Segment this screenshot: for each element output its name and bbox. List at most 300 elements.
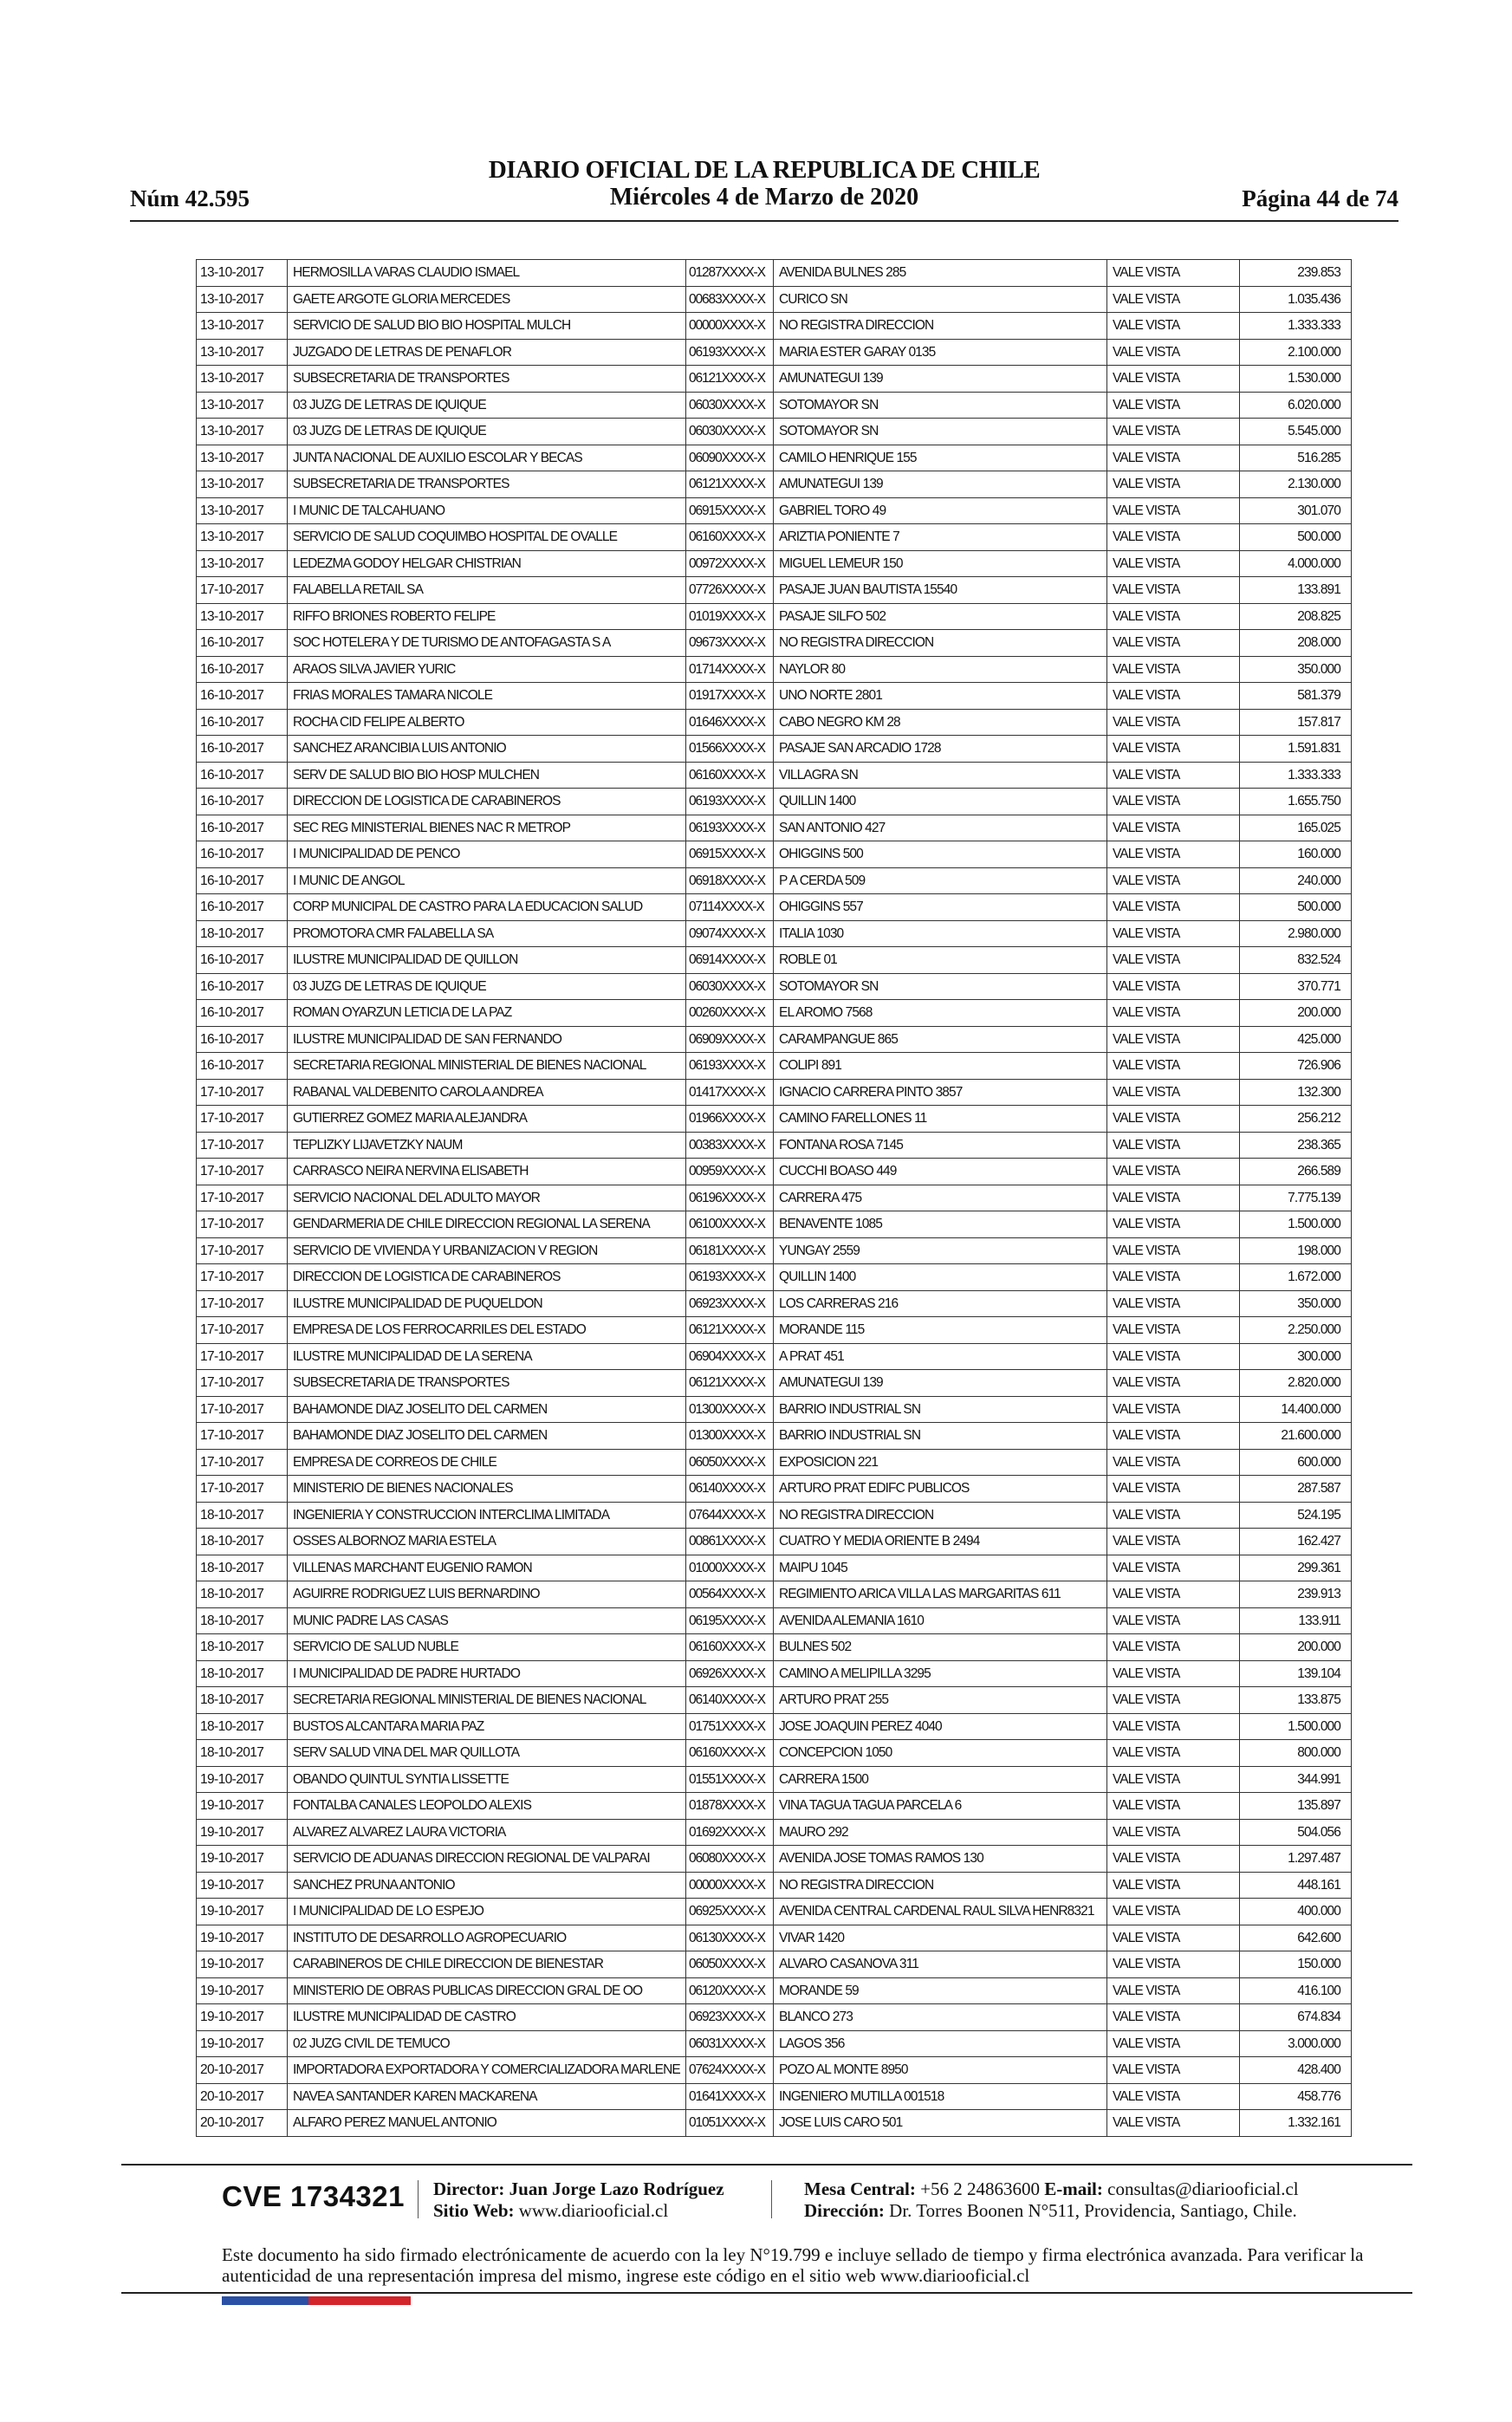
cell-name: SUBSECRETARIA DE TRANSPORTES <box>288 1370 686 1397</box>
table-row <box>197 1819 1352 1846</box>
cell-name: GUTIERREZ GOMEZ MARIA ALEJANDRA <box>288 1106 686 1133</box>
table-row <box>197 1132 1352 1159</box>
cell-payment-type: VALE VISTA <box>1107 1502 1240 1529</box>
cell-amount: 425.000 <box>1240 1026 1352 1053</box>
cell-date: 17-10-2017 <box>197 1396 288 1423</box>
table-row <box>197 2030 1352 2057</box>
cell-rut: 01000XXXX-X <box>686 1555 774 1581</box>
cell-rut: 06915XXXX-X <box>686 497 774 524</box>
cell-address: ARTURO PRAT 255 <box>774 1687 1107 1714</box>
cell-date: 19-10-2017 <box>197 2030 288 2057</box>
table-row <box>197 762 1352 789</box>
cell-address: CABO NEGRO KM 28 <box>774 709 1107 736</box>
cell-rut: 06160XXXX-X <box>686 762 774 789</box>
cell-rut: 06918XXXX-X <box>686 867 774 894</box>
cell-rut: 01646XXXX-X <box>686 709 774 736</box>
cell-rut: 01714XXXX-X <box>686 656 774 683</box>
cell-amount: 133.911 <box>1240 1607 1352 1634</box>
cell-date: 19-10-2017 <box>197 1819 288 1846</box>
cell-amount: 2.250.000 <box>1240 1317 1352 1344</box>
cell-amount: 344.991 <box>1240 1766 1352 1793</box>
cell-payment-type: VALE VISTA <box>1107 1000 1240 1027</box>
cell-amount: 301.070 <box>1240 497 1352 524</box>
cell-payment-type: VALE VISTA <box>1107 736 1240 763</box>
cell-date: 13-10-2017 <box>197 366 288 393</box>
table-row <box>197 1899 1352 1925</box>
address-value: Dr. Torres Boonen N°511, Providencia, Santiago, Chile. <box>889 2200 1297 2221</box>
table-row <box>197 366 1352 393</box>
cell-date: 18-10-2017 <box>197 1740 288 1767</box>
cell-address: MORANDE 115 <box>774 1317 1107 1344</box>
cell-name: GENDARMERIA DE CHILE DIRECCION REGIONAL LA SERENA <box>288 1211 686 1238</box>
cell-payment-type: VALE VISTA <box>1107 1899 1240 1925</box>
cell-date: 13-10-2017 <box>197 497 288 524</box>
cell-name: SERVICIO DE ADUANAS DIRECCION REGIONAL DE VALPARAI <box>288 1846 686 1873</box>
table-row <box>197 973 1352 1000</box>
cell-name: OSSES ALBORNOZ MARIA ESTELA <box>288 1529 686 1555</box>
table-row <box>197 497 1352 524</box>
cell-rut: 00861XXXX-X <box>686 1529 774 1555</box>
cell-amount: 350.000 <box>1240 656 1352 683</box>
cell-date: 16-10-2017 <box>197 867 288 894</box>
cell-rut: 06050XXXX-X <box>686 1449 774 1476</box>
cell-rut: 06160XXXX-X <box>686 524 774 551</box>
cell-date: 16-10-2017 <box>197 736 288 763</box>
table-row <box>197 1317 1352 1344</box>
cell-date: 17-10-2017 <box>197 1449 288 1476</box>
cell-amount: 350.000 <box>1240 1290 1352 1317</box>
cell-payment-type: VALE VISTA <box>1107 1872 1240 1899</box>
cell-rut: 06121XXXX-X <box>686 366 774 393</box>
cell-rut: 01417XXXX-X <box>686 1079 774 1106</box>
cell-address: BENAVENTE 1085 <box>774 1211 1107 1238</box>
cell-payment-type: VALE VISTA <box>1107 1951 1240 1978</box>
cell-name: SERVICIO DE SALUD COQUIMBO HOSPITAL DE OVALLE <box>288 524 686 551</box>
cell-payment-type: VALE VISTA <box>1107 1793 1240 1820</box>
cell-payment-type: VALE VISTA <box>1107 1581 1240 1608</box>
cell-name: SECRETARIA REGIONAL MINISTERIAL DE BIENES NACIONAL <box>288 1053 686 1080</box>
cell-amount: 7.775.139 <box>1240 1185 1352 1211</box>
table-row <box>197 1555 1352 1581</box>
cell-date: 13-10-2017 <box>197 260 288 287</box>
cell-date: 18-10-2017 <box>197 1634 288 1661</box>
cell-address: MAURO 292 <box>774 1819 1107 1846</box>
cell-name: IMPORTADORA EXPORTADORA Y COMERCIALIZADORA MARLENE <box>288 2057 686 2084</box>
cell-name: FONTALBA CANALES LEOPOLDO ALEXIS <box>288 1793 686 1820</box>
table-row <box>197 1343 1352 1370</box>
cell-payment-type: VALE VISTA <box>1107 1476 1240 1503</box>
cell-rut: 01917XXXX-X <box>686 683 774 710</box>
cell-name: HERMOSILLA VARAS CLAUDIO ISMAEL <box>288 260 686 287</box>
table-row <box>197 1977 1352 2004</box>
cell-date: 17-10-2017 <box>197 1290 288 1317</box>
table-row <box>197 339 1352 366</box>
cell-address: AVENIDA CENTRAL CARDENAL RAUL SILVA HENR8321 <box>774 1899 1107 1925</box>
cell-amount: 416.100 <box>1240 1977 1352 2004</box>
cell-amount: 287.587 <box>1240 1476 1352 1503</box>
table-row <box>197 1000 1352 1027</box>
cell-address: POZO AL MONTE 8950 <box>774 2057 1107 2084</box>
cell-address: JOSE LUIS CARO 501 <box>774 2110 1107 2137</box>
cell-name: ILUSTRE MUNICIPALIDAD DE QUILLON <box>288 947 686 974</box>
cell-payment-type: VALE VISTA <box>1107 2083 1240 2110</box>
cell-date: 17-10-2017 <box>197 1211 288 1238</box>
cell-amount: 208.000 <box>1240 630 1352 657</box>
cell-rut: 06925XXXX-X <box>686 1899 774 1925</box>
cell-amount: 198.000 <box>1240 1237 1352 1264</box>
cell-amount: 133.891 <box>1240 577 1352 604</box>
cell-date: 18-10-2017 <box>197 1713 288 1740</box>
table-row <box>197 524 1352 551</box>
table-row <box>197 313 1352 340</box>
cell-amount: 800.000 <box>1240 1740 1352 1767</box>
cell-rut: 01641XXXX-X <box>686 2083 774 2110</box>
cell-amount: 581.379 <box>1240 683 1352 710</box>
cell-rut: 06140XXXX-X <box>686 1687 774 1714</box>
cell-amount: 256.212 <box>1240 1106 1352 1133</box>
table-row <box>197 1529 1352 1555</box>
cell-amount: 132.300 <box>1240 1079 1352 1106</box>
cell-address: P A CERDA 509 <box>774 867 1107 894</box>
cell-amount: 239.913 <box>1240 1581 1352 1608</box>
cell-amount: 160.000 <box>1240 841 1352 868</box>
cell-amount: 150.000 <box>1240 1951 1352 1978</box>
cell-name: SUBSECRETARIA DE TRANSPORTES <box>288 471 686 498</box>
cell-amount: 1.655.750 <box>1240 789 1352 815</box>
cell-date: 17-10-2017 <box>197 1423 288 1450</box>
cell-rut: 00564XXXX-X <box>686 1581 774 1608</box>
cell-name: 03 JUZG DE LETRAS DE IQUIQUE <box>288 392 686 419</box>
cell-payment-type: VALE VISTA <box>1107 2004 1240 2031</box>
table-row <box>197 630 1352 657</box>
mesa-label: Mesa Central: <box>804 2179 916 2199</box>
table-row <box>197 1925 1352 1951</box>
cell-payment-type: VALE VISTA <box>1107 1529 1240 1555</box>
cell-name: CARRASCO NEIRA NERVINA ELISABETH <box>288 1159 686 1185</box>
cell-payment-type: VALE VISTA <box>1107 789 1240 815</box>
table-row <box>197 1793 1352 1820</box>
table-row <box>197 736 1352 763</box>
cell-payment-type: VALE VISTA <box>1107 392 1240 419</box>
cell-name: JUZGADO DE LETRAS DE PENAFLOR <box>288 339 686 366</box>
cell-date: 19-10-2017 <box>197 2004 288 2031</box>
cell-name: MINISTERIO DE OBRAS PUBLICAS DIRECCION GRAL DE OO <box>288 1977 686 2004</box>
cell-amount: 1.672.000 <box>1240 1264 1352 1291</box>
cell-rut: 06904XXXX-X <box>686 1343 774 1370</box>
cell-address: SOTOMAYOR SN <box>774 392 1107 419</box>
cell-date: 13-10-2017 <box>197 313 288 340</box>
cell-date: 20-10-2017 <box>197 2057 288 2084</box>
cell-date: 18-10-2017 <box>197 1660 288 1687</box>
cell-payment-type: VALE VISTA <box>1107 1396 1240 1423</box>
director-block <box>433 2179 724 2222</box>
cell-address: YUNGAY 2559 <box>774 1237 1107 1264</box>
cell-address: MARIA ESTER GARAY 0135 <box>774 339 1107 366</box>
cell-address: QUILLIN 1400 <box>774 789 1107 815</box>
cell-address: INGENIERO MUTILLA 001518 <box>774 2083 1107 2110</box>
cell-amount: 3.000.000 <box>1240 2030 1352 2057</box>
cell-rut: 06195XXXX-X <box>686 1607 774 1634</box>
records-table-body <box>197 260 1352 2137</box>
cell-date: 18-10-2017 <box>197 1529 288 1555</box>
cell-address: PASAJE JUAN BAUTISTA 15540 <box>774 577 1107 604</box>
cell-payment-type: VALE VISTA <box>1107 1079 1240 1106</box>
issue-number: Núm 42.595 <box>130 185 250 211</box>
cell-amount: 2.980.000 <box>1240 920 1352 947</box>
cell-rut: 06031XXXX-X <box>686 2030 774 2057</box>
cell-date: 17-10-2017 <box>197 1159 288 1185</box>
table-row <box>197 577 1352 604</box>
cell-rut: 06193XXXX-X <box>686 1264 774 1291</box>
cell-address: CONCEPCION 1050 <box>774 1740 1107 1767</box>
cell-payment-type: VALE VISTA <box>1107 1713 1240 1740</box>
cell-rut: 06193XXXX-X <box>686 1053 774 1080</box>
cell-name: FALABELLA RETAIL SA <box>288 577 686 604</box>
table-row <box>197 2083 1352 2110</box>
cell-date: 19-10-2017 <box>197 1951 288 1978</box>
cell-rut: 06909XXXX-X <box>686 1026 774 1053</box>
cell-amount: 14.400.000 <box>1240 1396 1352 1423</box>
cell-amount: 832.524 <box>1240 947 1352 974</box>
cell-address: AVENIDA JOSE TOMAS RAMOS 130 <box>774 1846 1107 1873</box>
cell-address: AVENIDA ALEMANIA 1610 <box>774 1607 1107 1634</box>
cell-name: LEDEZMA GODOY HELGAR CHISTRIAN <box>288 550 686 577</box>
cell-address: ROBLE 01 <box>774 947 1107 974</box>
cell-payment-type: VALE VISTA <box>1107 1370 1240 1397</box>
cell-address: BARRIO INDUSTRIAL SN <box>774 1396 1107 1423</box>
cell-address: VINA TAGUA TAGUA PARCELA 6 <box>774 1793 1107 1820</box>
cell-date: 16-10-2017 <box>197 656 288 683</box>
cell-amount: 240.000 <box>1240 867 1352 894</box>
cell-rut: 06160XXXX-X <box>686 1740 774 1767</box>
cell-payment-type: VALE VISTA <box>1107 2030 1240 2057</box>
cell-amount: 642.600 <box>1240 1925 1352 1951</box>
cell-date: 17-10-2017 <box>197 1264 288 1291</box>
cell-rut: 01751XXXX-X <box>686 1713 774 1740</box>
table-row <box>197 894 1352 921</box>
cell-rut: 09074XXXX-X <box>686 920 774 947</box>
cell-name: CARABINEROS DE CHILE DIRECCION DE BIENESTAR <box>288 1951 686 1978</box>
cell-payment-type: VALE VISTA <box>1107 497 1240 524</box>
cell-rut: 06193XXXX-X <box>686 815 774 841</box>
site-label: Sitio Web: <box>433 2200 515 2221</box>
cell-address: CARAMPANGUE 865 <box>774 1026 1107 1053</box>
cell-date: 17-10-2017 <box>197 1132 288 1159</box>
table-row <box>197 1370 1352 1397</box>
cell-payment-type: VALE VISTA <box>1107 841 1240 868</box>
cell-rut: 07624XXXX-X <box>686 2057 774 2084</box>
cell-name: ILUSTRE MUNICIPALIDAD DE SAN FERNANDO <box>288 1026 686 1053</box>
cell-rut: 06030XXXX-X <box>686 973 774 1000</box>
cell-name: BAHAMONDE DIAZ JOSELITO DEL CARMEN <box>288 1423 686 1450</box>
cve-code: CVE 1734321 <box>222 2180 405 2212</box>
cell-payment-type: VALE VISTA <box>1107 577 1240 604</box>
cell-amount: 165.025 <box>1240 815 1352 841</box>
cell-address: ARIZTIA PONIENTE 7 <box>774 524 1107 551</box>
cell-name: 03 JUZG DE LETRAS DE IQUIQUE <box>288 419 686 445</box>
cell-date: 17-10-2017 <box>197 1079 288 1106</box>
table-row <box>197 445 1352 471</box>
cell-rut: 01300XXXX-X <box>686 1423 774 1450</box>
cell-date: 19-10-2017 <box>197 1846 288 1873</box>
cell-rut: 06160XXXX-X <box>686 1634 774 1661</box>
cell-address: OHIGGINS 557 <box>774 894 1107 921</box>
cell-date: 13-10-2017 <box>197 550 288 577</box>
cell-address: QUILLIN 1400 <box>774 1264 1107 1291</box>
table-row <box>197 1713 1352 1740</box>
cell-address: COLIPI 891 <box>774 1053 1107 1080</box>
cell-date: 16-10-2017 <box>197 1053 288 1080</box>
cell-date: 13-10-2017 <box>197 419 288 445</box>
cell-address: CUCCHI BOASO 449 <box>774 1159 1107 1185</box>
cell-address: LOS CARRERAS 216 <box>774 1290 1107 1317</box>
cell-amount: 266.589 <box>1240 1159 1352 1185</box>
table-row <box>197 1449 1352 1476</box>
cell-payment-type: VALE VISTA <box>1107 550 1240 577</box>
cell-address: AMUNATEGUI 139 <box>774 366 1107 393</box>
table-row <box>197 709 1352 736</box>
flag-color-bar <box>222 2296 411 2305</box>
cell-payment-type: VALE VISTA <box>1107 762 1240 789</box>
cell-date: 13-10-2017 <box>197 392 288 419</box>
cell-name: ROCHA CID FELIPE ALBERTO <box>288 709 686 736</box>
cell-amount: 726.906 <box>1240 1053 1352 1080</box>
cell-name: I MUNIC DE TALCAHUANO <box>288 497 686 524</box>
cell-address: FONTANA ROSA 7145 <box>774 1132 1107 1159</box>
cell-date: 18-10-2017 <box>197 1555 288 1581</box>
cell-date: 19-10-2017 <box>197 1925 288 1951</box>
cell-amount: 500.000 <box>1240 894 1352 921</box>
cell-date: 16-10-2017 <box>197 1000 288 1027</box>
table-row <box>197 260 1352 287</box>
cell-payment-type: VALE VISTA <box>1107 1555 1240 1581</box>
cell-address: PASAJE SAN ARCADIO 1728 <box>774 736 1107 763</box>
cell-address: GABRIEL TORO 49 <box>774 497 1107 524</box>
table-row <box>197 1423 1352 1450</box>
cell-payment-type: VALE VISTA <box>1107 656 1240 683</box>
cell-address: BARRIO INDUSTRIAL SN <box>774 1423 1107 1450</box>
cell-amount: 1.333.333 <box>1240 313 1352 340</box>
cell-name: VILLENAS MARCHANT EUGENIO RAMON <box>288 1555 686 1581</box>
email-link[interactable]: consultas@diariooficial.cl <box>1107 2179 1299 2199</box>
cell-rut: 01566XXXX-X <box>686 736 774 763</box>
site-link[interactable]: www.diariooficial.cl <box>518 2200 669 2221</box>
cell-amount: 674.834 <box>1240 2004 1352 2031</box>
cell-address: CUATRO Y MEDIA ORIENTE B 2494 <box>774 1529 1107 1555</box>
cell-date: 16-10-2017 <box>197 841 288 868</box>
cell-payment-type: VALE VISTA <box>1107 471 1240 498</box>
contact-block <box>804 2179 1299 2222</box>
cell-payment-type: VALE VISTA <box>1107 1423 1240 1450</box>
cell-rut: 06080XXXX-X <box>686 1846 774 1873</box>
cell-name: SERV DE SALUD BIO BIO HOSP MULCHEN <box>288 762 686 789</box>
cell-name: ALFARO PEREZ MANUEL ANTONIO <box>288 2110 686 2137</box>
table-row <box>197 2004 1352 2031</box>
email-label: E-mail: <box>1044 2179 1103 2199</box>
cell-address: NO REGISTRA DIRECCION <box>774 313 1107 340</box>
table-row <box>197 1766 1352 1793</box>
cell-payment-type: VALE VISTA <box>1107 815 1240 841</box>
cell-amount: 299.361 <box>1240 1555 1352 1581</box>
cell-name: ILUSTRE MUNICIPALIDAD DE PUQUELDON <box>288 1290 686 1317</box>
cell-name: RABANAL VALDEBENITO CAROLA ANDREA <box>288 1079 686 1106</box>
table-row <box>197 1687 1352 1714</box>
cell-amount: 2.130.000 <box>1240 471 1352 498</box>
cell-payment-type: VALE VISTA <box>1107 1607 1240 1634</box>
cell-date: 16-10-2017 <box>197 947 288 974</box>
cell-payment-type: VALE VISTA <box>1107 260 1240 287</box>
cell-name: SERVICIO DE SALUD BIO BIO HOSPITAL MULCH <box>288 313 686 340</box>
cell-address: MIGUEL LEMEUR 150 <box>774 550 1107 577</box>
cell-date: 17-10-2017 <box>197 1476 288 1503</box>
cell-name: ARAOS SILVA JAVIER YURIC <box>288 656 686 683</box>
footer-divider-top <box>121 2164 1412 2166</box>
table-row <box>197 550 1352 577</box>
cell-address: CAMINO A MELIPILLA 3295 <box>774 1660 1107 1687</box>
cell-rut: 06196XXXX-X <box>686 1185 774 1211</box>
cell-name: EMPRESA DE CORREOS DE CHILE <box>288 1449 686 1476</box>
cell-amount: 21.600.000 <box>1240 1423 1352 1450</box>
cell-name: TEPLIZKY LIJAVETZKY NAUM <box>288 1132 686 1159</box>
cell-date: 16-10-2017 <box>197 973 288 1000</box>
cell-name: SANCHEZ ARANCIBIA LUIS ANTONIO <box>288 736 686 763</box>
cell-amount: 370.771 <box>1240 973 1352 1000</box>
cell-address: AMUNATEGUI 139 <box>774 1370 1107 1397</box>
cell-payment-type: VALE VISTA <box>1107 1449 1240 1476</box>
cell-address: SOTOMAYOR SN <box>774 973 1107 1000</box>
cell-date: 17-10-2017 <box>197 1343 288 1370</box>
cell-rut: 06923XXXX-X <box>686 2004 774 2031</box>
cell-amount: 400.000 <box>1240 1899 1352 1925</box>
cell-payment-type: VALE VISTA <box>1107 2110 1240 2137</box>
cell-date: 19-10-2017 <box>197 1977 288 2004</box>
cell-address: VIVAR 1420 <box>774 1925 1107 1951</box>
cell-payment-type: VALE VISTA <box>1107 1660 1240 1687</box>
cell-amount: 133.875 <box>1240 1687 1352 1714</box>
cell-name: SOC HOTELERA Y DE TURISMO DE ANTOFAGASTA S A <box>288 630 686 657</box>
cell-amount: 135.897 <box>1240 1793 1352 1820</box>
cell-name: MUNIC PADRE LAS CASAS <box>288 1607 686 1634</box>
cell-name: SEC REG MINISTERIAL BIENES NAC R METROP <box>288 815 686 841</box>
cell-rut: 06090XXXX-X <box>686 445 774 471</box>
cell-rut: 00000XXXX-X <box>686 1872 774 1899</box>
cell-payment-type: VALE VISTA <box>1107 419 1240 445</box>
cell-amount: 4.000.000 <box>1240 550 1352 577</box>
cell-amount: 1.333.333 <box>1240 762 1352 789</box>
cell-payment-type: VALE VISTA <box>1107 286 1240 313</box>
legal-note: Este documento ha sido firmado electrónicamente de acuerdo con la ley N°19.799 e incluye sellado de tiempo y firma electrónica avanzada. Para verificar la autenticidad de una representación impresa del mismo, ingrese este código en el sitio web www.diariooficial.cl <box>222 2244 1364 2286</box>
cell-address: SAN ANTONIO 427 <box>774 815 1107 841</box>
cell-name: SANCHEZ PRUNA ANTONIO <box>288 1872 686 1899</box>
cell-rut: 01051XXXX-X <box>686 2110 774 2137</box>
table-row <box>197 920 1352 947</box>
cell-date: 16-10-2017 <box>197 762 288 789</box>
cell-amount: 5.545.000 <box>1240 419 1352 445</box>
header-divider <box>130 220 1398 222</box>
cell-date: 13-10-2017 <box>197 286 288 313</box>
table-row <box>197 1211 1352 1238</box>
cell-name: ALVAREZ ALVAREZ LAURA VICTORIA <box>288 1819 686 1846</box>
cell-date: 18-10-2017 <box>197 1502 288 1529</box>
table-row <box>197 1502 1352 1529</box>
flag-red-segment <box>308 2296 411 2305</box>
cell-rut: 09673XXXX-X <box>686 630 774 657</box>
cell-name: GAETE ARGOTE GLORIA MERCEDES <box>288 286 686 313</box>
table-row <box>197 1607 1352 1634</box>
cell-payment-type: VALE VISTA <box>1107 947 1240 974</box>
cell-amount: 157.817 <box>1240 709 1352 736</box>
cell-payment-type: VALE VISTA <box>1107 683 1240 710</box>
